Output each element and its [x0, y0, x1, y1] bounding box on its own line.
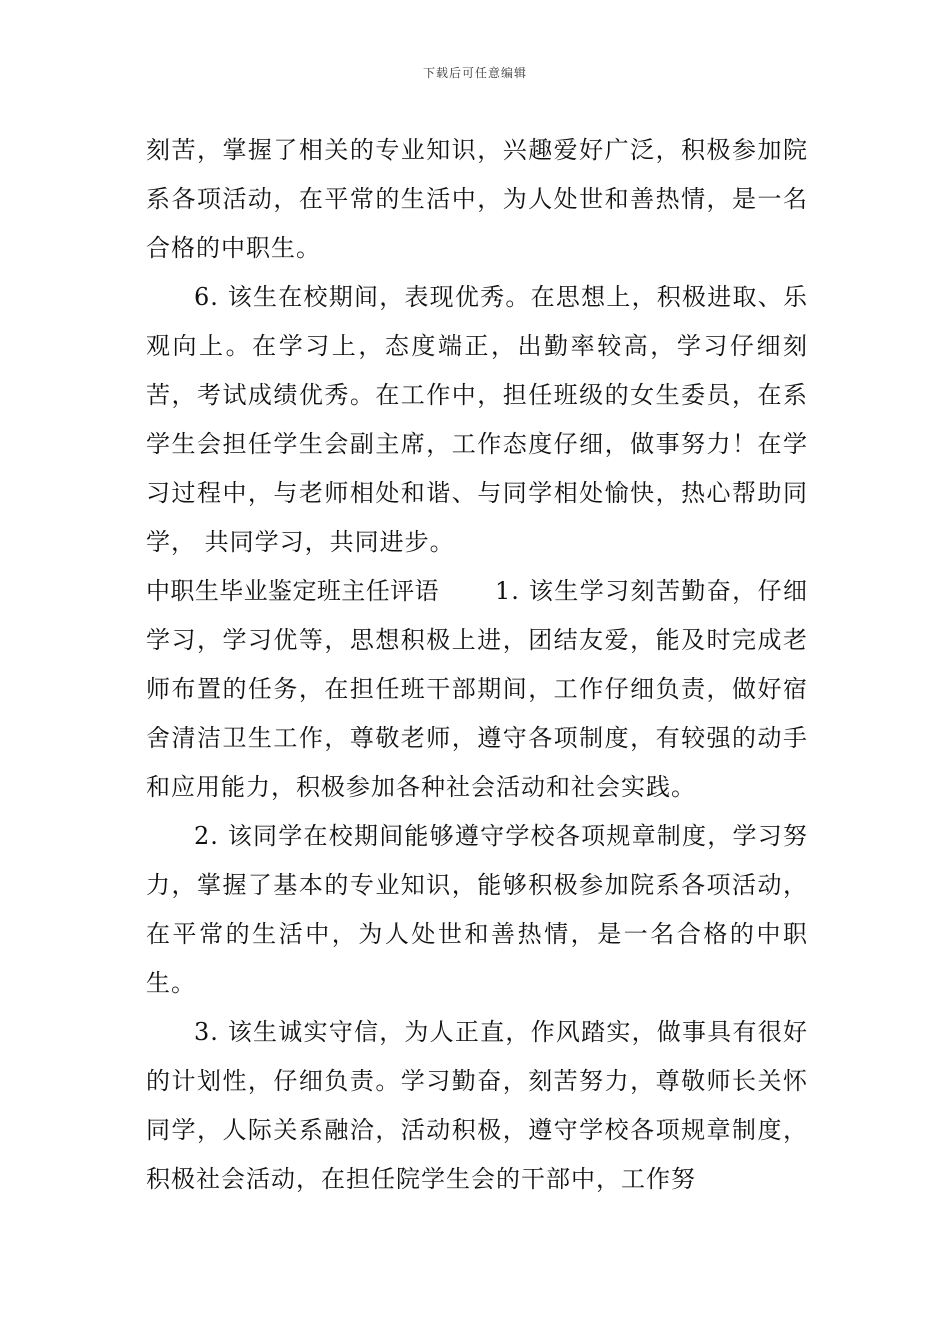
paragraph-continued: 刻苦，掌握了相关的专业知识，兴趣爱好广泛，积极参加院系各项活动，在平常的生活中，为人处世和善热情，是一名合格的中职生。	[146, 136, 808, 262]
document-body	[146, 126, 808, 1204]
page-header: 下载后可任意编辑	[422, 66, 527, 80]
paragraph-section-start	[146, 567, 808, 812]
paragraph-item-1-text: 1. 该生学习刻苦勤奋，仔细学习，学习优等，思想积极上进，团结友爱，能及时完成老师布置的任务，在担任班干部期间，工作仔细负责，做好宿舍清洁卫生工作，尊敬老师，遵守各项制度，有较强的动手和应用能力，积极参加各种社会活动和社会实践。	[146, 577, 809, 801]
paragraph-item-2: 2. 该同学在校期间能够遵守学校各项规章制度，学习努力，掌握了基本的专业知识，能够积极参加院系各项活动，在平常的生活中，为人处世和善热情，是一名合格的中职生。	[146, 822, 808, 997]
section-title: 中职生毕业鉴定班主任评语	[146, 577, 439, 605]
paragraph-item-3: 3. 该生诚实守信，为人正直，作风踏实，做事具有很好的计划性，仔细负责。学习勤奋，刻苦努力，尊敬师长关怀同学，人际关系融洽，活动积极，遵守学校各项规章制度，积极社会活动，在担任院学生会的干部中，工作努	[146, 1018, 808, 1193]
paragraph-item-6: 6. 该生在校期间，表现优秀。在思想上，积极进取、乐观向上。在学习上，态度端正，出勤率较高，学习仔细刻苦，考试成绩优秀。在工作中，担任班级的女生委员，在系学生会担任学生会副主席，工作态度仔细，做事努力！在学习过程中，与老师相处和谐、与同学相处愉快，热心帮助同学， 共同学习，共同进步。	[146, 283, 808, 556]
